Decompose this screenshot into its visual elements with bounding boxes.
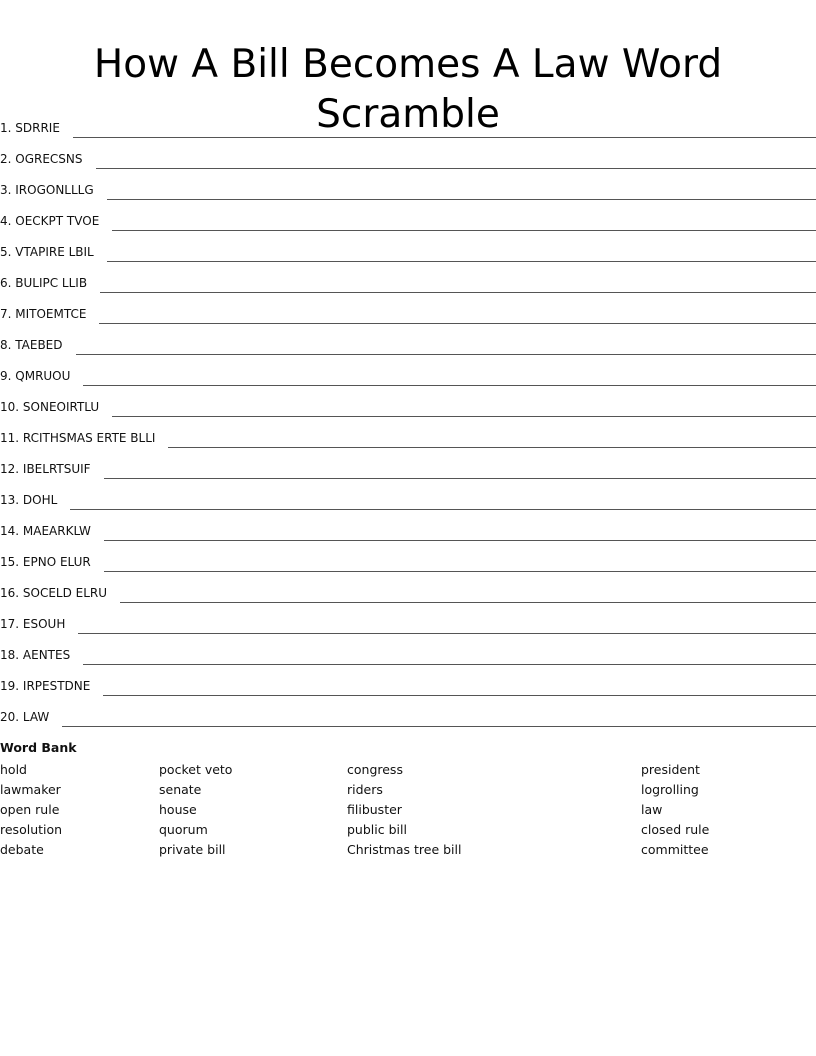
scrambled-word: 16. SOCELD ELRU <box>0 586 108 600</box>
word-bank-column-4 <box>641 760 709 860</box>
answer-line[interactable] <box>100 278 816 293</box>
answer-line[interactable] <box>103 681 816 696</box>
answer-line[interactable] <box>104 526 816 541</box>
word-bank-word: senate <box>159 782 202 797</box>
word-bank <box>0 740 816 860</box>
word-bank-word: congress <box>347 762 403 777</box>
word-bank-word: hold <box>0 762 27 777</box>
word-bank-word: private bill <box>159 842 226 857</box>
answer-line[interactable] <box>112 402 816 417</box>
scramble-item <box>0 668 816 699</box>
answer-line[interactable] <box>76 340 816 355</box>
scramble-item <box>0 265 816 296</box>
scramble-item <box>0 172 816 203</box>
scrambled-word: 17. ESOUH <box>0 617 66 631</box>
scramble-item <box>0 513 816 544</box>
word-bank-word: Christmas tree bill <box>347 842 462 857</box>
answer-line[interactable] <box>107 185 816 200</box>
scramble-item <box>0 575 816 606</box>
scrambled-word: 18. AENTES <box>0 648 71 662</box>
scramble-item <box>0 234 816 265</box>
scramble-item <box>0 327 816 358</box>
scrambled-word: 3. IROGONLLLG <box>0 183 94 197</box>
word-bank-word: resolution <box>0 822 63 837</box>
scramble-item <box>0 606 816 637</box>
scramble-item <box>0 389 816 420</box>
scramble-item <box>0 296 816 327</box>
scrambled-word: 6. BULIPC LLIB <box>0 276 88 290</box>
answer-line[interactable] <box>73 123 816 138</box>
answer-line[interactable] <box>168 433 816 448</box>
word-bank-word: pocket veto <box>159 762 233 777</box>
word-bank-word: quorum <box>159 822 208 837</box>
answer-line[interactable] <box>112 216 816 231</box>
scrambled-word: 2. OGRECSNS <box>0 152 83 166</box>
scramble-item <box>0 420 816 451</box>
scrambled-word: 1. SDRRIE <box>0 121 60 135</box>
scrambled-word: 19. IRPESTDNE <box>0 679 91 693</box>
answer-line[interactable] <box>104 557 816 572</box>
answer-line[interactable] <box>83 371 816 386</box>
word-bank-grid <box>0 760 816 860</box>
scrambled-word: 10. SONEOIRTLU <box>0 400 100 414</box>
answer-line[interactable] <box>83 650 816 665</box>
scrambled-word: 12. IBELRTSUIF <box>0 462 91 476</box>
scramble-list <box>0 110 816 730</box>
scramble-item <box>0 358 816 389</box>
scrambled-word: 8. TAEBED <box>0 338 63 352</box>
scramble-item <box>0 482 816 513</box>
word-bank-column-3 <box>347 760 461 860</box>
word-bank-word: logrolling <box>641 782 699 797</box>
scrambled-word: 13. DOHL <box>0 493 58 507</box>
scrambled-word: 20. LAW <box>0 710 50 724</box>
word-bank-title: Word Bank <box>0 740 77 755</box>
scrambled-word: 4. OECKPT TVOE <box>0 214 100 228</box>
scramble-item <box>0 110 816 141</box>
word-bank-word: public bill <box>347 822 407 837</box>
word-bank-word: law <box>641 802 663 817</box>
word-bank-column-2 <box>159 760 232 860</box>
answer-line[interactable] <box>120 588 816 603</box>
word-bank-word: lawmaker <box>0 782 61 797</box>
word-bank-word: house <box>159 802 197 817</box>
scrambled-word: 5. VTAPIRE LBIL <box>0 245 94 259</box>
scrambled-word: 7. MITOEMTCE <box>0 307 87 321</box>
word-bank-word: president <box>641 762 700 777</box>
scramble-item <box>0 451 816 482</box>
answer-line[interactable] <box>104 464 816 479</box>
word-bank-word: committee <box>641 842 709 857</box>
scramble-item <box>0 637 816 668</box>
scramble-item <box>0 141 816 172</box>
scrambled-word: 11. RCITHSMAS ERTE BLLI <box>0 431 156 445</box>
word-bank-word: closed rule <box>641 822 710 837</box>
scrambled-word: 15. EPNO ELUR <box>0 555 91 569</box>
word-bank-column-1 <box>0 760 62 860</box>
answer-line[interactable] <box>107 247 816 262</box>
word-bank-word: riders <box>347 782 383 797</box>
word-bank-word: debate <box>0 842 44 857</box>
page-title: How A Bill Becomes A Law Word Scramble <box>93 42 723 137</box>
word-bank-word: filibuster <box>347 802 402 817</box>
scramble-item <box>0 699 816 730</box>
scramble-item <box>0 203 816 234</box>
scrambled-word: 9. QMRUOU <box>0 369 71 383</box>
answer-line[interactable] <box>78 619 816 634</box>
answer-line[interactable] <box>70 495 816 510</box>
word-bank-word: open rule <box>0 802 60 817</box>
answer-line[interactable] <box>99 309 816 324</box>
answer-line[interactable] <box>96 154 816 169</box>
scrambled-word: 14. MAEARKLW <box>0 524 91 538</box>
scramble-item <box>0 544 816 575</box>
answer-line[interactable] <box>62 712 816 727</box>
